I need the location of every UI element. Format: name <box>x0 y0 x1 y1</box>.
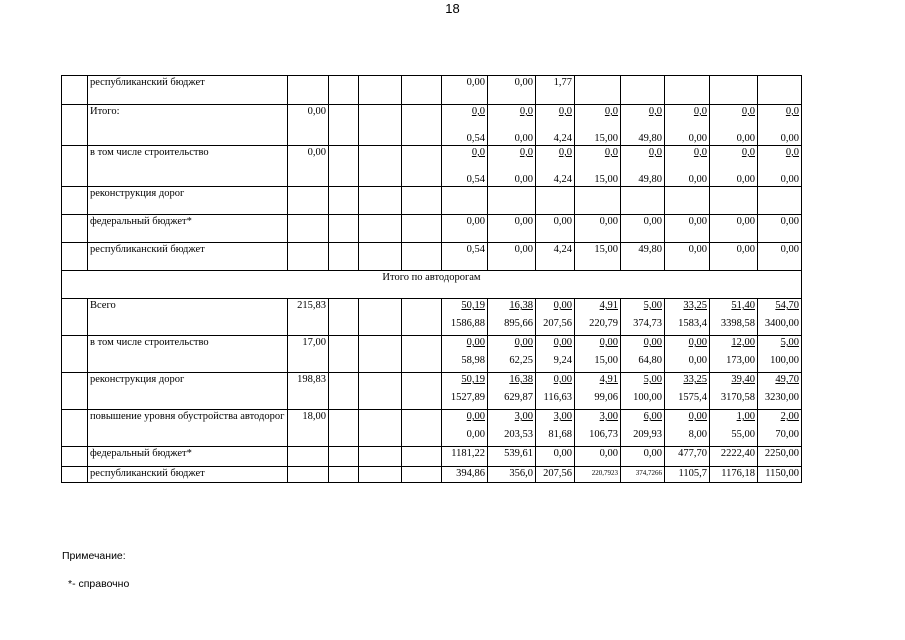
value-cell <box>488 410 536 447</box>
value-cell: 374,7266 <box>621 467 665 483</box>
empty-cell <box>402 447 442 467</box>
value-cell <box>621 146 665 187</box>
empty-cell <box>359 76 402 105</box>
first-value-cell: 198,83 <box>288 373 329 410</box>
empty-cell <box>402 373 442 410</box>
empty-cell <box>62 105 88 146</box>
first-value-cell: 18,00 <box>288 410 329 447</box>
value-top: 54,70 <box>775 300 799 311</box>
empty-cell <box>402 105 442 146</box>
value-cell <box>442 299 488 336</box>
table-row <box>62 105 802 146</box>
empty-cell <box>402 410 442 447</box>
value-bottom: 4,24 <box>553 133 572 144</box>
value-bottom: 64,80 <box>638 355 662 366</box>
budget-table <box>61 75 802 483</box>
empty-cell <box>329 410 359 447</box>
value-top: 39,40 <box>731 374 755 385</box>
value-bottom: 1586,88 <box>450 318 485 329</box>
empty-cell <box>359 373 402 410</box>
value-bottom: 0,00 <box>466 429 485 440</box>
value-top: 0,0 <box>741 106 755 117</box>
value-cell <box>621 410 665 447</box>
value-top: 3,00 <box>514 411 533 422</box>
empty-cell <box>359 105 402 146</box>
value-cell: 2250,00 <box>758 447 802 467</box>
empty-cell <box>62 146 88 187</box>
value-top: 0,00 <box>688 337 707 348</box>
note-title: Примечание: <box>62 550 126 562</box>
first-value-cell <box>288 447 329 467</box>
value-top: 0,0 <box>471 147 485 158</box>
empty-cell <box>359 243 402 271</box>
value-top: 6,00 <box>643 411 662 422</box>
row-label: реконструкция дорог <box>88 187 288 215</box>
empty-cell <box>329 187 359 215</box>
value-top: 12,00 <box>731 337 755 348</box>
value-top: 0,0 <box>471 106 485 117</box>
empty-cell <box>62 336 88 373</box>
value-cell <box>575 76 621 105</box>
value-bottom: 62,25 <box>509 355 533 366</box>
empty-cell <box>62 373 88 410</box>
value-cell: 1181,22 <box>442 447 488 467</box>
value-bottom: 0,00 <box>736 133 755 144</box>
value-cell: 0,00 <box>665 243 710 271</box>
row-label: реконструкция дорог <box>88 373 288 410</box>
first-value-cell: 0,00 <box>288 146 329 187</box>
first-value-cell <box>288 76 329 105</box>
value-cell <box>442 146 488 187</box>
value-top: 0,0 <box>519 147 533 158</box>
value-cell <box>665 336 710 373</box>
value-top: 0,00 <box>643 337 662 348</box>
value-cell <box>488 373 536 410</box>
value-top: 50,19 <box>461 300 485 311</box>
value-bottom: 374,73 <box>633 318 662 329</box>
value-top: 2,00 <box>780 411 799 422</box>
value-cell <box>536 105 575 146</box>
value-cell <box>665 410 710 447</box>
row-label: в том числе строительство <box>88 336 288 373</box>
empty-cell <box>329 447 359 467</box>
value-bottom: 4,24 <box>553 174 572 185</box>
value-cell <box>758 410 802 447</box>
value-cell <box>575 336 621 373</box>
value-top: 49,70 <box>775 374 799 385</box>
section-header: Итого по автодорогам <box>62 271 802 299</box>
value-bottom: 9,24 <box>553 355 572 366</box>
value-cell <box>665 105 710 146</box>
value-bottom: 1575,4 <box>678 392 707 403</box>
value-cell <box>575 299 621 336</box>
value-top: 0,00 <box>553 337 572 348</box>
value-top: 0,00 <box>466 337 485 348</box>
value-bottom: 0,00 <box>688 355 707 366</box>
value-bottom: 895,66 <box>504 318 533 329</box>
value-cell: 0,00 <box>488 215 536 243</box>
table-row <box>62 76 802 105</box>
value-cell <box>710 410 758 447</box>
empty-cell <box>329 146 359 187</box>
value-cell <box>665 299 710 336</box>
first-value-cell: 0,00 <box>288 105 329 146</box>
table-row <box>62 410 802 447</box>
empty-cell <box>402 243 442 271</box>
value-cell <box>488 299 536 336</box>
row-label: федеральный бюджет* <box>88 447 288 467</box>
value-cell: 0,00 <box>621 447 665 467</box>
value-cell <box>442 336 488 373</box>
value-cell <box>442 410 488 447</box>
empty-cell <box>402 146 442 187</box>
value-cell <box>758 105 802 146</box>
value-cell <box>536 373 575 410</box>
value-cell: 0,00 <box>575 447 621 467</box>
value-top: 0,00 <box>553 300 572 311</box>
value-top: 0,0 <box>648 106 662 117</box>
value-bottom: 0,00 <box>780 174 799 185</box>
value-cell <box>621 76 665 105</box>
value-top: 0,0 <box>519 106 533 117</box>
table-row <box>62 373 802 410</box>
value-bottom: 3170,58 <box>720 392 755 403</box>
value-bottom: 3400,00 <box>764 318 799 329</box>
value-cell: 0,00 <box>536 215 575 243</box>
value-cell <box>665 373 710 410</box>
value-bottom: 203,53 <box>504 429 533 440</box>
empty-cell <box>402 187 442 215</box>
value-cell: 539,61 <box>488 447 536 467</box>
value-cell <box>665 146 710 187</box>
empty-cell <box>62 187 88 215</box>
value-cell <box>621 373 665 410</box>
value-cell: 0,00 <box>575 215 621 243</box>
value-cell <box>488 146 536 187</box>
value-bottom: 220,79 <box>589 318 618 329</box>
row-label: республиканский бюджет <box>88 467 288 483</box>
value-cell: 0,00 <box>621 215 665 243</box>
value-bottom: 116,63 <box>543 392 572 403</box>
row-label: Итого: <box>88 105 288 146</box>
value-top: 33,25 <box>683 300 707 311</box>
value-cell: 4,24 <box>536 243 575 271</box>
empty-cell <box>402 299 442 336</box>
value-cell <box>575 410 621 447</box>
value-cell <box>575 187 621 215</box>
value-cell: 2222,40 <box>710 447 758 467</box>
value-cell <box>442 373 488 410</box>
value-top: 5,00 <box>643 300 662 311</box>
page-number: 18 <box>445 1 460 16</box>
value-cell: 477,70 <box>665 447 710 467</box>
empty-cell <box>329 76 359 105</box>
value-cell <box>665 76 710 105</box>
value-bottom: 81,68 <box>548 429 572 440</box>
value-bottom: 207,56 <box>543 318 572 329</box>
value-cell <box>710 105 758 146</box>
table-row <box>62 299 802 336</box>
value-bottom: 100,00 <box>770 355 799 366</box>
value-top: 0,0 <box>558 147 572 158</box>
empty-cell <box>329 299 359 336</box>
value-cell: 1176,18 <box>710 467 758 483</box>
value-cell <box>710 336 758 373</box>
value-top: 4,91 <box>599 374 618 385</box>
value-top: 16,38 <box>509 300 533 311</box>
empty-cell <box>359 336 402 373</box>
value-cell <box>710 146 758 187</box>
value-bottom: 15,00 <box>594 174 618 185</box>
value-cell <box>621 336 665 373</box>
value-cell <box>575 105 621 146</box>
value-bottom: 15,00 <box>594 133 618 144</box>
table-row <box>62 187 802 215</box>
empty-cell <box>329 467 359 483</box>
value-cell: 0,54 <box>442 243 488 271</box>
value-bottom: 0,00 <box>514 133 533 144</box>
value-cell <box>488 105 536 146</box>
value-cell: 1,77 <box>536 76 575 105</box>
value-cell <box>442 187 488 215</box>
table-row <box>62 243 802 271</box>
value-bottom: 1527,89 <box>450 392 485 403</box>
value-cell <box>758 76 802 105</box>
value-top: 3,00 <box>553 411 572 422</box>
value-cell: 394,86 <box>442 467 488 483</box>
row-label: республиканский бюджет <box>88 76 288 105</box>
value-bottom: 70,00 <box>775 429 799 440</box>
table-row <box>62 215 802 243</box>
value-cell: 0,00 <box>536 447 575 467</box>
value-top: 0,0 <box>741 147 755 158</box>
value-cell: 0,00 <box>710 215 758 243</box>
empty-cell <box>329 373 359 410</box>
value-top: 5,00 <box>643 374 662 385</box>
first-value-cell: 215,83 <box>288 299 329 336</box>
row-label: Всего <box>88 299 288 336</box>
table-row <box>62 271 802 299</box>
empty-cell <box>359 215 402 243</box>
value-bottom: 0,00 <box>736 174 755 185</box>
empty-cell <box>402 336 442 373</box>
value-cell <box>758 299 802 336</box>
value-bottom: 0,00 <box>688 174 707 185</box>
value-cell <box>665 187 710 215</box>
empty-cell <box>329 105 359 146</box>
empty-cell <box>402 76 442 105</box>
empty-cell <box>359 447 402 467</box>
value-bottom: 106,73 <box>589 429 618 440</box>
empty-cell <box>62 76 88 105</box>
table-row <box>62 447 802 467</box>
value-top: 51,40 <box>731 300 755 311</box>
value-cell: 220,7923 <box>575 467 621 483</box>
value-top: 0,0 <box>785 106 799 117</box>
value-cell: 0,00 <box>758 215 802 243</box>
value-bottom: 100,00 <box>633 392 662 403</box>
value-bottom: 55,00 <box>731 429 755 440</box>
value-cell <box>442 105 488 146</box>
value-cell: 0,00 <box>710 243 758 271</box>
value-top: 0,0 <box>693 147 707 158</box>
value-cell <box>488 336 536 373</box>
value-cell <box>758 373 802 410</box>
value-top: 0,00 <box>599 337 618 348</box>
value-cell: 0,00 <box>758 243 802 271</box>
table-row <box>62 146 802 187</box>
value-cell: 0,00 <box>442 215 488 243</box>
row-label: в том числе строительство <box>88 146 288 187</box>
value-bottom: 15,00 <box>594 355 618 366</box>
value-cell: 49,80 <box>621 243 665 271</box>
first-value-cell: 17,00 <box>288 336 329 373</box>
value-cell: 1105,7 <box>665 467 710 483</box>
value-top: 0,0 <box>648 147 662 158</box>
first-value-cell <box>288 467 329 483</box>
value-cell <box>710 76 758 105</box>
value-cell: 15,00 <box>575 243 621 271</box>
table-row <box>62 467 802 483</box>
value-top: 50,19 <box>461 374 485 385</box>
value-cell <box>621 105 665 146</box>
value-bottom: 0,00 <box>688 133 707 144</box>
value-top: 4,91 <box>599 300 618 311</box>
value-cell <box>488 187 536 215</box>
value-top: 33,25 <box>683 374 707 385</box>
value-cell <box>536 187 575 215</box>
value-bottom: 173,00 <box>726 355 755 366</box>
value-top: 0,0 <box>785 147 799 158</box>
value-cell <box>758 336 802 373</box>
value-cell <box>575 373 621 410</box>
value-cell <box>621 299 665 336</box>
value-cell: 207,56 <box>536 467 575 483</box>
empty-cell <box>359 146 402 187</box>
value-cell <box>758 187 802 215</box>
value-cell: 0,00 <box>665 215 710 243</box>
empty-cell <box>62 215 88 243</box>
value-bottom: 0,54 <box>466 174 485 185</box>
value-cell <box>621 187 665 215</box>
first-value-cell <box>288 187 329 215</box>
empty-cell <box>62 447 88 467</box>
first-value-cell <box>288 215 329 243</box>
value-bottom: 0,00 <box>780 133 799 144</box>
value-cell: 1150,00 <box>758 467 802 483</box>
value-cell <box>758 146 802 187</box>
empty-cell <box>402 215 442 243</box>
empty-cell <box>329 243 359 271</box>
value-bottom: 3398,58 <box>720 318 755 329</box>
value-bottom: 49,80 <box>638 133 662 144</box>
value-bottom: 3230,00 <box>764 392 799 403</box>
empty-cell <box>62 467 88 483</box>
empty-cell <box>359 187 402 215</box>
empty-cell <box>329 215 359 243</box>
row-label: республиканский бюджет <box>88 243 288 271</box>
value-cell: 0,00 <box>442 76 488 105</box>
value-top: 5,00 <box>780 337 799 348</box>
empty-cell <box>402 467 442 483</box>
value-bottom: 0,54 <box>466 133 485 144</box>
note-text: *- справочно <box>68 578 130 590</box>
value-cell <box>536 299 575 336</box>
value-cell <box>575 146 621 187</box>
value-top: 3,00 <box>599 411 618 422</box>
value-top: 0,0 <box>604 147 618 158</box>
row-label: федеральный бюджет* <box>88 215 288 243</box>
value-top: 0,0 <box>558 106 572 117</box>
table-row <box>62 336 802 373</box>
value-bottom: 49,80 <box>638 174 662 185</box>
value-cell <box>710 187 758 215</box>
empty-cell <box>62 299 88 336</box>
empty-cell <box>359 410 402 447</box>
value-top: 0,00 <box>688 411 707 422</box>
first-value-cell <box>288 243 329 271</box>
empty-cell <box>359 467 402 483</box>
value-cell: 0,00 <box>488 243 536 271</box>
value-bottom: 58,98 <box>461 355 485 366</box>
value-top: 1,00 <box>736 411 755 422</box>
empty-cell <box>62 410 88 447</box>
empty-cell <box>359 299 402 336</box>
value-cell <box>536 146 575 187</box>
value-top: 0,00 <box>466 411 485 422</box>
row-label: повышение уровня обустройства автодорог <box>88 410 288 447</box>
value-top: 0,0 <box>604 106 618 117</box>
value-bottom: 8,00 <box>688 429 707 440</box>
value-bottom: 1583,4 <box>678 318 707 329</box>
value-top: 0,00 <box>514 337 533 348</box>
value-bottom: 629,87 <box>504 392 533 403</box>
value-cell <box>536 336 575 373</box>
value-bottom: 99,06 <box>594 392 618 403</box>
value-cell: 356,0 <box>488 467 536 483</box>
value-cell <box>710 373 758 410</box>
empty-cell <box>62 243 88 271</box>
value-cell <box>536 410 575 447</box>
value-bottom: 0,00 <box>514 174 533 185</box>
value-cell: 0,00 <box>488 76 536 105</box>
empty-cell <box>329 336 359 373</box>
value-top: 0,0 <box>693 106 707 117</box>
value-top: 0,00 <box>553 374 572 385</box>
value-top: 16,38 <box>509 374 533 385</box>
value-bottom: 209,93 <box>633 429 662 440</box>
value-cell <box>710 299 758 336</box>
